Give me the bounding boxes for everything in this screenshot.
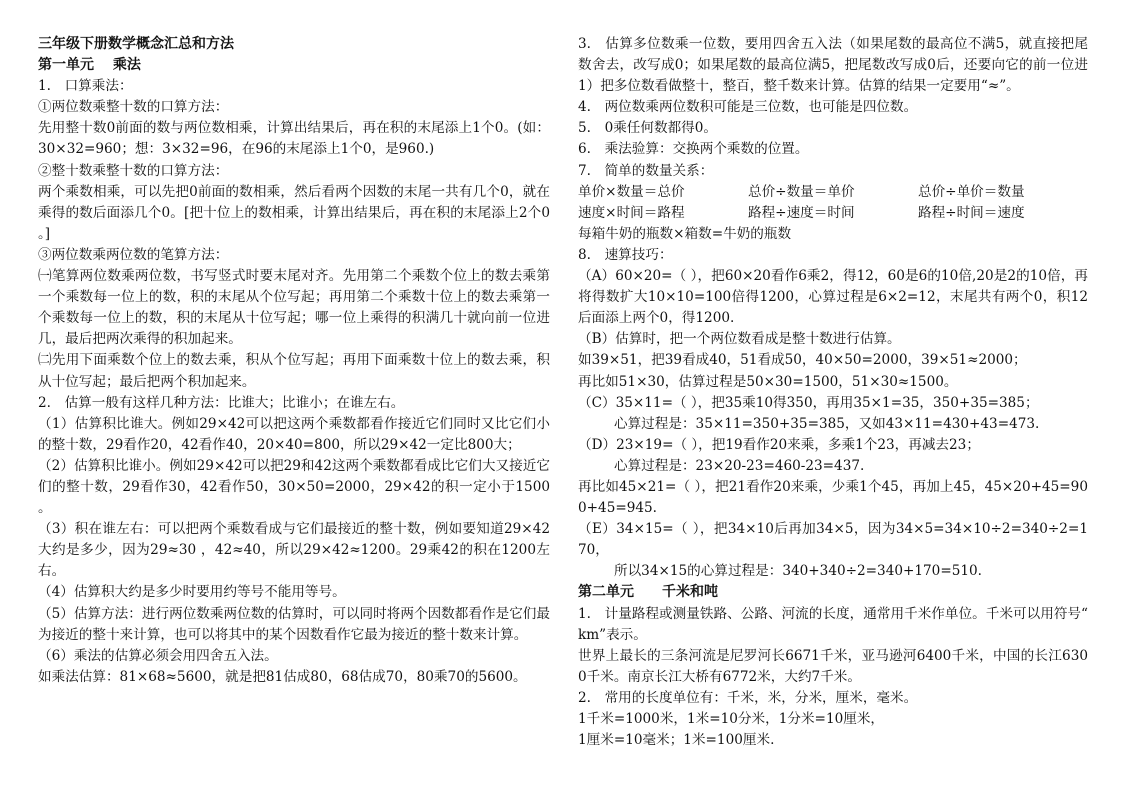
trick-b: （B）估算时，把一个两位数看成是整十数进行估算。 (578, 331, 901, 348)
section-3-text: 3. 估算多位数乘一位数，要用四舍五入法（如果尾数的最高位不满5，就直接把尾数舍去，改写成0；如果尾数的最高位满5，把尾数改写成0后，还要向它的前一位进1）把多位数看做整十，整百，整千数来计算。估算的结果一定要用“≈”。 (578, 36, 1088, 95)
unit2-conversions-1: 1千米=1000米，1米=10分米，1分米=10厘米， (578, 711, 885, 727)
method-1b-title: ②整十数乘整十数的口算方法： (38, 162, 229, 179)
section-4-text: 4. 两位数乘两位数积可能是三位数，也可能是四位数。 (578, 99, 918, 116)
relation-item: 路程÷时间＝速度 (918, 204, 1025, 221)
trick-e-detail: 所以34×15的心算过程是：340+340÷2=340+170=510. (614, 563, 982, 580)
method-1c-text-2: ㈡先用下面乘数个位上的数去乘，积从个位写起；再用下面乘数十位上的数去乘，积从十位写起；最后把两个积加起来。 (38, 352, 550, 390)
section-6-text: 6. 乘法验算：交换两个乘数的位置。 (578, 141, 809, 158)
method-1c-text-1: ㈠笔算两位数乘两位数，书写竖式时要末尾对齐。先用第二个乘数个位上的数去乘第一个乘数每一位上的数，积的末尾从个位写起；再用第二个乘数十位上的数去乘第一个乘数每一位上的数，积的末尾从十位写起；哪一位上乘得的积满几十就向前一位进几，最后把两次乘得的积加起来。 (38, 268, 550, 348)
estimate-5: （5）估算方法：进行两位数乘两位数的估算时，可以同时将两个因数都看作是它们最为接近的整十来计算，也可以将其中的某个因数看作它最为接近的整十数来计算。 (38, 605, 550, 643)
unit2-conversions-2: 1厘米=10毫米；1米=100厘米. (578, 732, 775, 749)
relation-row-3: 每箱牛奶的瓶数×箱数=牛奶的瓶数 (578, 225, 792, 242)
method-1a-title: ①两位数乘整十数的口算方法： (38, 99, 229, 116)
section-2-title: 2. 估算一般有这样几种方法：比谁大；比谁小；在谁左右。 (38, 394, 405, 411)
estimate-6: （6）乘法的估算必须会用四舍五入法。 (38, 647, 278, 664)
trick-b-example-2: 再比如51×30，估算过程是50×30=1500，51×30≈1500。 (578, 373, 958, 390)
document-title: 三年级下册数学概念汇总和方法 (38, 36, 234, 52)
section-7-title: 7. 简单的数量关系： (578, 162, 714, 179)
method-1b-text: 两个乘数相乘，可以先把0前面的数相乘，然后看两个因数的末尾一共有几个0，就在乘得的数后面添几个0。[把十位上的数相乘，计算出结果后，再在积的末尾添上2个0。] (38, 183, 550, 242)
method-1a-text: 先用整十数0前面的数与两位数相乘，计算出结果后，再在积的末尾添上1个0。(如：30×32=960；想：3×32=96，在96的末尾添上1个0，是960.) (38, 120, 550, 158)
unit2-heading: 第二单元 千米和吨 (578, 584, 718, 601)
relation-item: 总价÷单价＝数量 (918, 183, 1025, 200)
estimate-1: （1）估算积比谁大。例如29×42可以把这两个乘数都看作接近它们同时又比它们小的整十数，29看作20，42看作40，20×40=800，所以29×42一定比800大； (38, 415, 550, 453)
trick-e: （E）34×15=（ ），把34×10后再加34×5，因为34×5=34×10÷2=340÷2=170， (578, 521, 1088, 559)
method-1c-title: ③两位数乘两位数的笔算方法： (38, 246, 229, 263)
trick-b-example-1: 如39×51，把39看成40，51看成50，40×50=2000，39×51≈2000； (578, 352, 1027, 369)
section-8-title: 8. 速算技巧： (578, 246, 673, 263)
unit2-rivers: 世界上最长的三条河流是尼罗河长6671千米，亚马逊河6400千米，中国的长江6300千米。南京长江大桥有6772米，大约7千米。 (578, 647, 1088, 685)
relation-item: 路程÷速度＝时间 (748, 204, 855, 221)
estimate-2: （2）估算积比谁小。例如29×42可以把29和42这两个乘数都看成比它们大又接近它们的整十数，29看作30，42看作50，30×50=2000，29×42的积一定小于1500。 (38, 457, 550, 517)
trick-a: （A）60×20=（ ），把60×20看作6乘2，得12，60是6的10倍,20是2的10倍，再将得数扩大10×10=100倍得1200，心算过程是6×2=12，末尾共有两个0，积12后面添上两个0，得1200. (578, 268, 1088, 327)
trick-d-detail: 心算过程是：23×20-23=460-23=437. (614, 457, 865, 474)
estimate-3: （3）积在谁左右：可以把两个乘数看成与它们最接近的整十数，例如要知道29×42大约是多少，因为29≈30 ，42≈40，所以29×42≈1200。29乘42的积在1200左右。 (38, 521, 550, 580)
left-column (38, 34, 550, 688)
section-5-text: 5. 0乘任何数都得0。 (578, 120, 718, 137)
unit2-section-2: 2. 常用的长度单位有：千米，米，分米，厘米，毫米。 (578, 689, 918, 706)
relation-row-2 (578, 203, 1088, 224)
unit1-heading: 第一单元 乘法 (38, 57, 141, 74)
estimate-7: 如乘法估算：81×68≈5600，就是把81估成80，68估成70，80乘70的5600。 (38, 668, 527, 685)
trick-c-detail: 心算过程是：35×11=350+35=385，又如43×11=430+43=473. (614, 415, 1040, 432)
trick-c: （C）35×11=（ ），把35乘10得350，再用35×1=35，350+35=385； (578, 394, 1039, 411)
relation-item: 速度×时间＝路程 (578, 204, 685, 221)
trick-d: （D）23×19=（ ），把19看作20来乘，多乘1个23，再减去23； (578, 436, 980, 453)
relation-item: 单价×数量＝总价 (578, 183, 685, 200)
relation-row-1 (578, 182, 1088, 203)
trick-d-example: 再比如45×21=（ ），把21看作20来乘，少乘1个45，再加上45，45×20+45=900+45=945. (578, 478, 1088, 517)
relation-item: 总价÷数量＝单价 (748, 183, 855, 200)
right-column (578, 34, 1088, 751)
section-1-title: 1. 口算乘法： (38, 78, 133, 95)
unit2-section-1: 1. 计量路程或测量铁路、公路、河流的长度，通常用千米作单位。千米可以用符号“km”表示。 (578, 605, 1088, 643)
estimate-4: （4）估算积大约是多少时要用约等号不能用等号。 (38, 584, 346, 601)
